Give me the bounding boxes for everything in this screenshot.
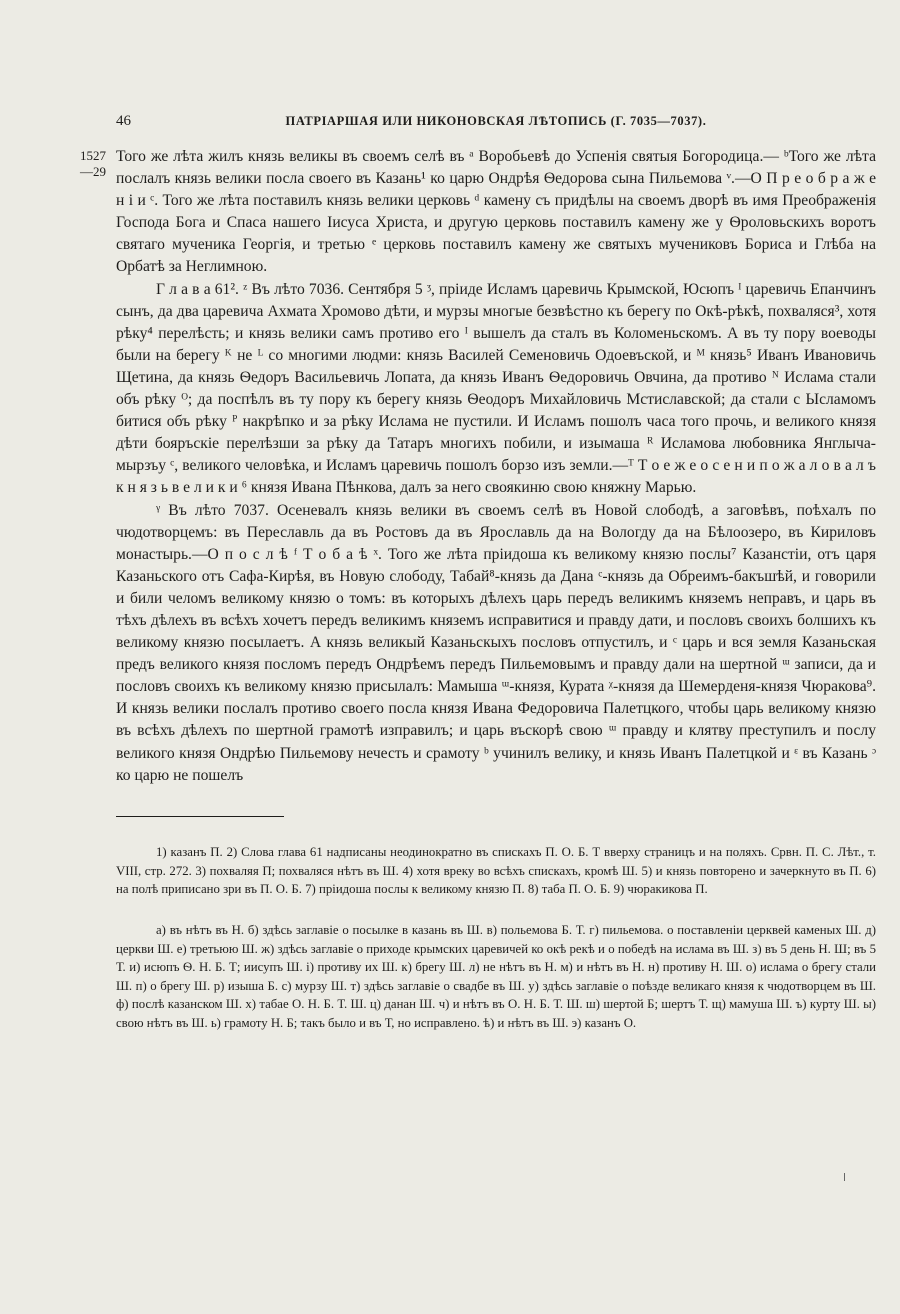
margin-year-start: 1527 [80, 148, 106, 163]
margin-year-note [80, 148, 106, 180]
running-title: ПАТРІАРШАЯ ИЛИ НИКОНОВСКАЯ ЛѢТОПИСЬ (Г. 7035—7037). [285, 114, 707, 128]
page-header [116, 113, 876, 135]
page-number: 46 [116, 113, 131, 129]
paragraph-3: ᵞ Въ лѣто 7037. Осеневалъ князь велики въ своемъ селѣ въ Новой слободѣ, а заговѣвъ, поѣхалъ по чюдотворцемъ: въ Переславль да въ Ростовъ да въ Ярославль да на Вологду да на Бѣлоозеро, въ Кириловъ монастырь.—О п о с л ѣ ᶠ Т о б а ѣ ˣ. Того же лѣта пріидоша къ великому князю послы⁷ Казанстіи, отъ царя Казаньского отъ Сафа-Кирѣя, въ Новую слободу, Табай⁸-князь да Дана ᶜ-князь да Обреимъ-бакъшѣй, и говорили и били челомъ великому князю о томъ: въ которыхъ дѣлехъ царь передъ великимъ княземъ неправъ, и царь въ тѣхъ дѣлехъ въ всѣхъ хочетъ передъ великимъ княземъ исправитися и правду дати, и пословъ своихъ болшихъ къ великому князю посылаетъ. А князь великый Казаньскыхъ пословъ отпустилъ, и ᶜ царь и вся земля Казаньская предъ великого князя посломъ передъ Ондрѣемъ передъ Пильемовымъ и правду дали на шертной ᵚ записи, да и пословъ своихъ къ великому князю присылалъ: Мамыша ᵚ-князя, Курата ᵡ-князя да Шемерденя-князя Чюракова⁹. И князь велики послалъ противо своего посла князя Ивана Федоровича Палетцкого, чтобы царь великому князю въ всѣхъ дѣлехъ по шертной грамотѣ изправилъ; и царь въскорѣ свою ᵚ правду и клятву преступилъ и послу великого князя Ондрѣю Пильемову нечесть и срамоту ᵇ учинилъ велику, и князь Иванъ Палетцкой и ᵋ въ Казань ᵓ ко царю не пошелъ [116, 501, 876, 784]
margin-year-end: —29 [80, 164, 106, 179]
lettered-footnotes: а) въ нѣтъ въ Н. б) здѣсь заглавіе о посылке в казань въ Ш. в) польемова Б. Т. г) пильемова. о поставленіи церквей каменых Ш. д) церкви Ш. е) третьюю Ш. ж) здѣсь заглавіе о приходе крымских царевичей ко окѣ рекѣ и о победѣ на ислама въ Ш. з) въ 5 день Н. Ш; въ 5 Т. и) исюпъ Ѳ. Н. Б. Т; иисупъ Ш. і) противу их Ш. к) брегу Ш. л) не нѣтъ въ Н. м) и нѣтъ въ Н. н) противу Н. Ш. о) ислама о брегу стали Ш. п) о брегу Ш. р) изыша Б. с) мурзу Ш. т) здѣсь заглавіе о свадбе въ Ш. у) здѣсь заглавіе о поѣзде великаго князя к чюдотворцем въ Ш. ф) послѣ казанском Ш. х) табае О. Н. Б. Т. Ш. ц) данан Ш. ч) и нѣтъ въ О. Н. Б. Т. Ш. ш) шертой Б; шертъ Т. щ) мамуша Ш. ъ) курту Ш. ы) свою нѣтъ въ Ш. ь) грамоту Н. Б; такъ было и въ Т, но исправлено. ѣ) и нѣтъ въ Ш. э) казанъ О. [116, 923, 876, 1030]
scan-mark [844, 1173, 845, 1181]
paragraph-1: Того же лѣта жилъ князь великы въ своемъ селѣ въ ᵃ Воробьевѣ до Успенія святыя Богородица.— ᵇТого же лѣта послалъ князь велики посла своего въ Казань¹ ко царю Ондрѣя Ѳедорова сына Пильемова ᵛ.—О П р е о б р а ж е н і и ᶜ. Того же лѣта поставилъ князь велики церковь ᵈ камену съ придѣлы на своемъ дворѣ въ имя Преображенія Господа Бога и Спаса нашего Іисуса Христа, и другую церковь поставилъ камену же у Ѳроловьскихъ воротъ святаго мученика Георгія, и третью ᵉ церковь поставилъ камену же святыхъ мучениковъ Бориса и Глѣба на Орбатѣ за Неглимною. [116, 148, 876, 276]
numbered-footnotes: 1) казанъ П. 2) Слова глава 61 надписаны неодинократно въ спискахъ П. О. Б. Т вверху страницъ и на поляхъ. Срвн. П. С. Лѣт., т. VIII, стр. 272. 3) похваляя П; похваляся нѣтъ въ Ш. 4) хотя вреку во всѣхъ спискахъ, кромѣ Ш. 5) и князь повторено и зачеркнуто въ П. 6) на полѣ приписано зри въ П. О. Б. 7) пріидоша послы к великому князю П. 8) таба П. О. Б. 9) чюракикова П. [116, 845, 876, 897]
footnote-divider [116, 816, 284, 817]
main-text [116, 146, 876, 787]
paragraph-2: Г л а в а 61². ᶻ Въ лѣто 7036. Сентября 5 ᶾ, пріиде Исламъ царевичь Крымской, Юсюпъ ᴵ царевичь Епанчинъ сынъ, да два царевича Ахмата Хромово дѣти, и мурзы многые безвѣстно къ берегу по Окѣ-рѣкѣ, похваляся³, хотя рѣку⁴ перелѣсть; и князь велики самъ противо его ᴵ вышелъ да сталъ въ Коломеньскомъ. А въ ту пору воеводы были на берегу ᴷ не ᴸ со многими людми: князь Василей Семеновичь Одоевъской, и ᴹ князь⁵ Иванъ Ивановичь Щетина, да князь Ѳедоръ Васильевичь Лопата, да князь Иванъ Ѳедоровичь Овчина, да противо ᴺ Ислама стали объ рѣку ᴼ; да поспѣлъ въ ту пору къ берегу князь Ѳеодоръ Михайловичь Мстиславской; да стали с Ысламомъ битися объ рѣку ᴾ накрѣпко и за рѣку Ислама не пустили. И Исламъ пошолъ часа того прочь, и великого князя дѣти бояръскіе перелѣзши за рѣку да Татаръ многихъ побили, и изымаша ᴿ Исламова любовника Янглыча-мырзъу ᶜ, великого человѣка, и Исламъ царевичь пошолъ борзо изъ земли.—ᵀ Т о е ж е о с е н и п о ж а л о в а л ъ к н я з ь в е л и к и ⁶ князя Ивана Пѣнкова, далъ за него своякиню свою княжну Марью. [116, 280, 876, 497]
